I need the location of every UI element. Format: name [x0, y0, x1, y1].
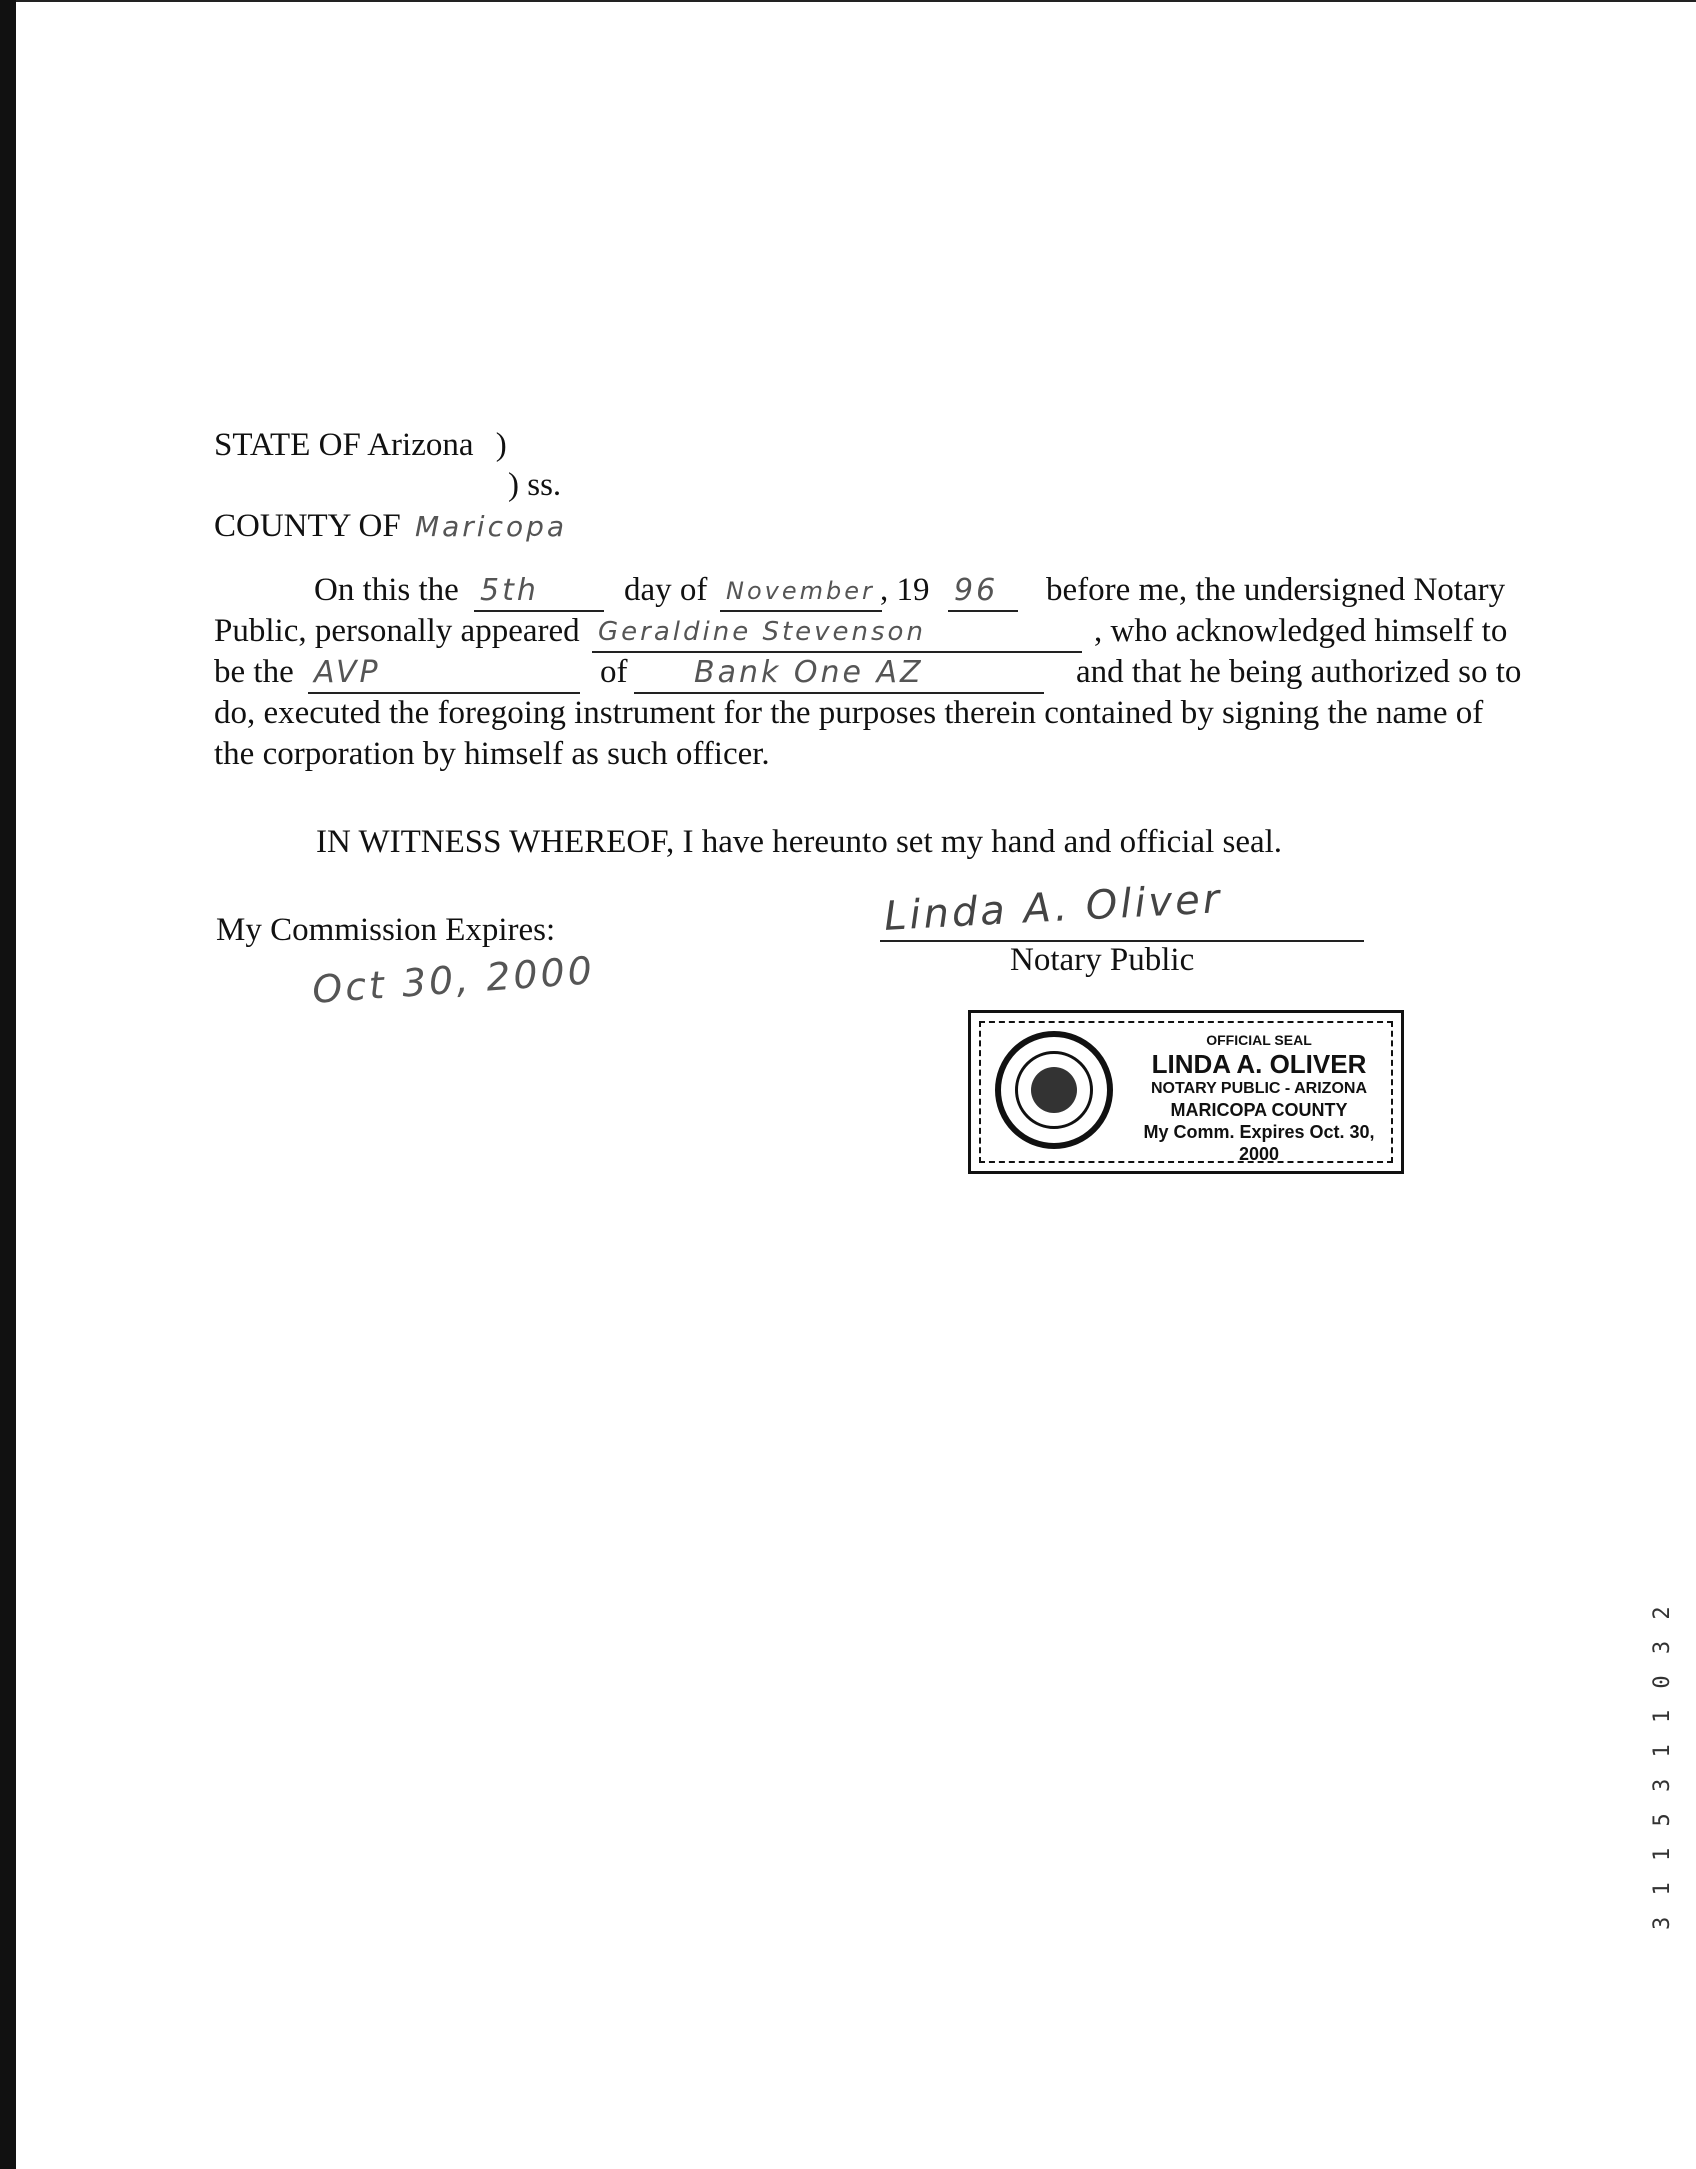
seal-line-official: OFFICIAL SEAL [1206, 1032, 1312, 1048]
ss-label: ) ss. [508, 467, 562, 503]
seal-line-county: MARICOPA COUNTY [1170, 1100, 1348, 1120]
acknowledgment-paragraph [214, 572, 1534, 777]
month-field: November [720, 570, 882, 612]
title-field: AVP [308, 652, 580, 694]
margin-document-number: 3 1 1 5 3 1 1 0 3 2 [1650, 1602, 1675, 1930]
witness-clause: IN WITNESS WHEREOF, I have hereunto set my hand and official seal. [316, 824, 1283, 860]
official-notary-seal [968, 1010, 1404, 1174]
seal-line-notary: NOTARY PUBLIC - ARIZONA [1151, 1080, 1367, 1097]
seal-line-name: LINDA A. OLIVER [1151, 1049, 1367, 1079]
county-handwritten: Maricopa [414, 510, 568, 543]
ack-line-5: the corporation by himself as such officer. [214, 736, 770, 772]
ack-line-1: On this the 5th day of November , 19 96 before me, the undersigned Notary [214, 572, 1534, 613]
state-label: STATE OF Arizona ) [214, 427, 507, 463]
commission-date-handwritten: Oct 30, 2000 [310, 948, 597, 1012]
seal-text [1121, 1031, 1397, 1165]
commission-label: My Commission Expires: [216, 912, 556, 948]
scan-edge-bar [0, 0, 16, 2169]
scan-top-edge [16, 0, 1696, 2]
state-seal-emblem-icon [995, 1031, 1113, 1149]
person-field: Geraldine Stevenson [592, 611, 1082, 653]
ack-line-2: Public, personally appeared Geraldine Stevenson , who acknowledged himself to [214, 613, 1534, 654]
notary-public-caption: Notary Public [1010, 942, 1195, 978]
ack-line-3: be the AVP of Bank One AZ and that he being authorized so to [214, 654, 1534, 695]
organization-field: Bank One AZ [634, 652, 1044, 694]
ack-line-4: do, executed the foregoing instrument for the purposes therein contained by signing the name of [214, 695, 1484, 731]
day-field: 5th [474, 570, 604, 612]
seal-line-expiry: My Comm. Expires Oct. 30, 2000 [1143, 1122, 1375, 1164]
county-label: COUNTY OF Maricopa [214, 508, 568, 544]
year-field: 96 [948, 570, 1018, 612]
notary-signature: Linda A. Oliver [883, 876, 1224, 940]
